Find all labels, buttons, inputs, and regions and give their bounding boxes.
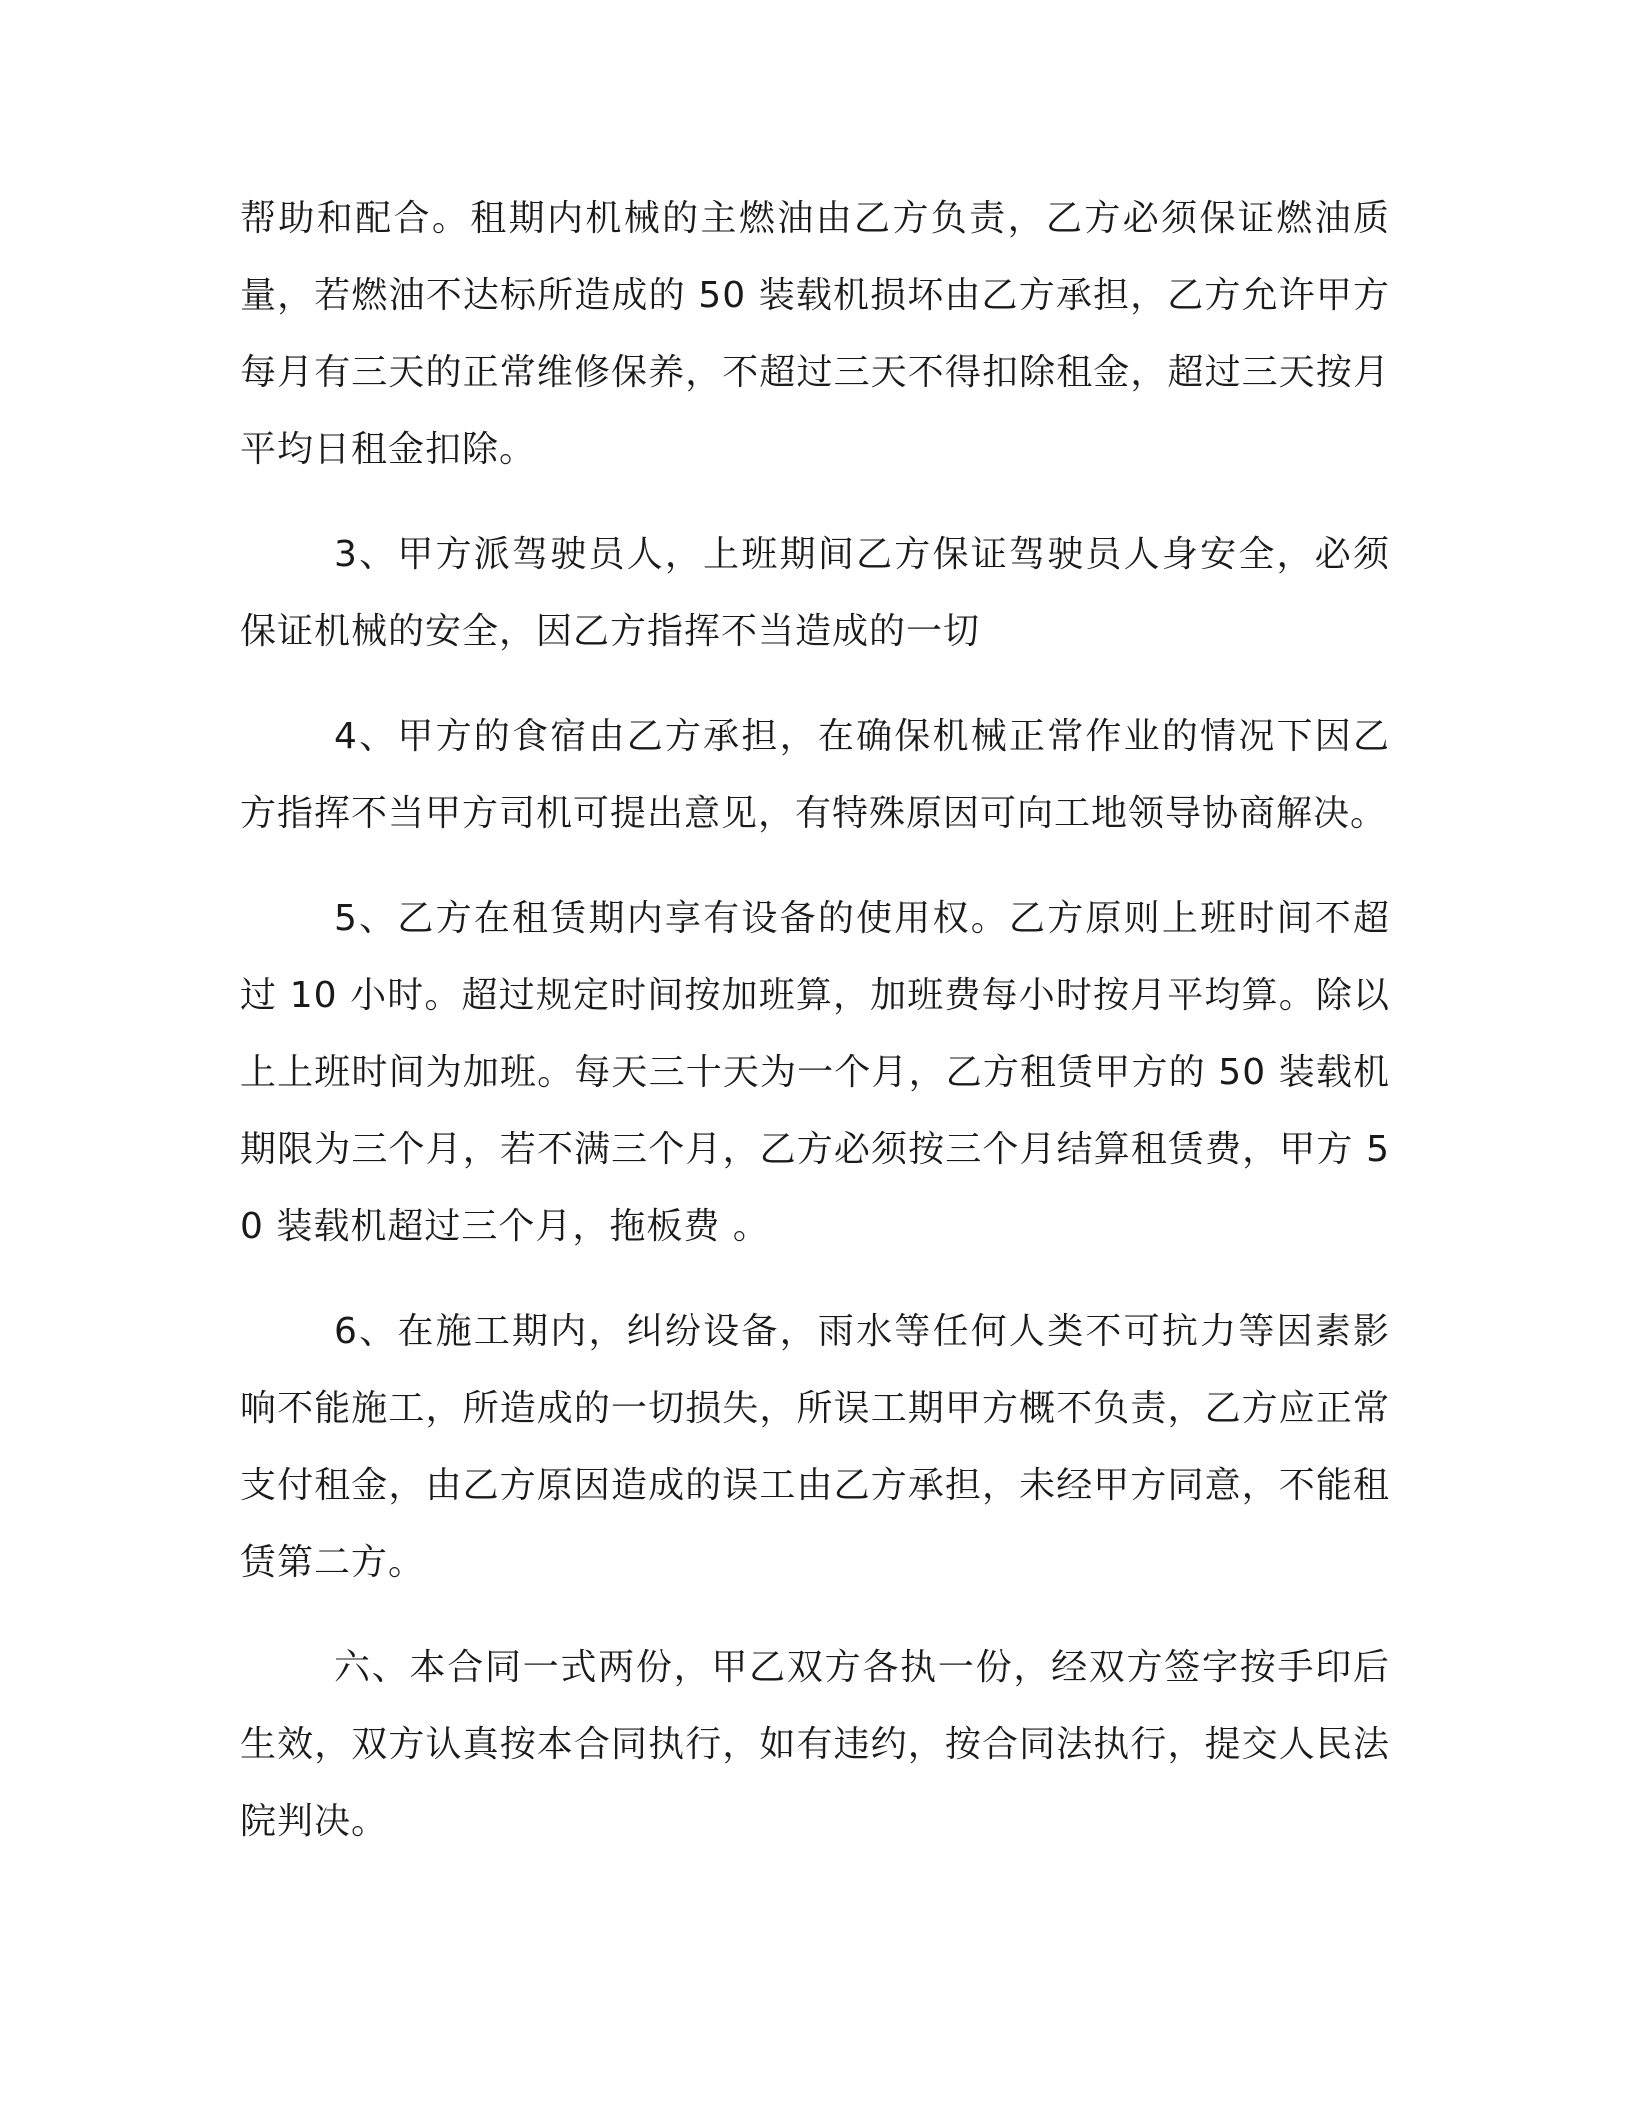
paragraph-continuation: 帮助和配合。租期内机械的主燃油由乙方负责，乙方必须保证燃油质量，若燃油不达标所造成的 50 装载机损坏由乙方承担，乙方允许甲方每月有三天的正常维修保养，不超过三天不得扣除租金，超过三天按月平均日租金扣除。: [240, 198, 1390, 470]
document-page: [240, 180, 1390, 1888]
paragraph-clause-3: 3、甲方派驾驶员人，上班期间乙方保证驾驶员人身安全，必须保证机械的安全，因乙方指挥不当造成的一切: [240, 534, 1390, 652]
paragraph-clause-4: 4、甲方的食宿由乙方承担，在确保机械正常作业的情况下因乙方指挥不当甲方司机可提出意见，有特殊原因可向工地领导协商解决。: [240, 716, 1390, 834]
paragraph-clause-5: 5、乙方在租赁期内享有设备的使用权。乙方原则上班时间不超过 10 小时。超过规定时间按加班算，加班费每小时按月平均算。除以上上班时间为加班。每天三十天为一个月，乙方租赁甲方的 50 装载机期限为三个月，若不满三个月，乙方必须按三个月结算租赁费，甲方 50 装载机超过三个月，拖板费 。: [240, 898, 1390, 1247]
paragraph-clause-6: 6、在施工期内，纠纷设备，雨水等任何人类不可抗力等因素影响不能施工，所造成的一切损失，所误工期甲方概不负责，乙方应正常支付租金，由乙方原因造成的误工由乙方承担，未经甲方同意，不能租赁第二方。: [240, 1311, 1390, 1583]
paragraph-clause-six: 六、本合同一式两份，甲乙双方各执一份，经双方签字按手印后生效，双方认真按本合同执行，如有违约，按合同法执行，提交人民法院判决。: [240, 1647, 1390, 1842]
